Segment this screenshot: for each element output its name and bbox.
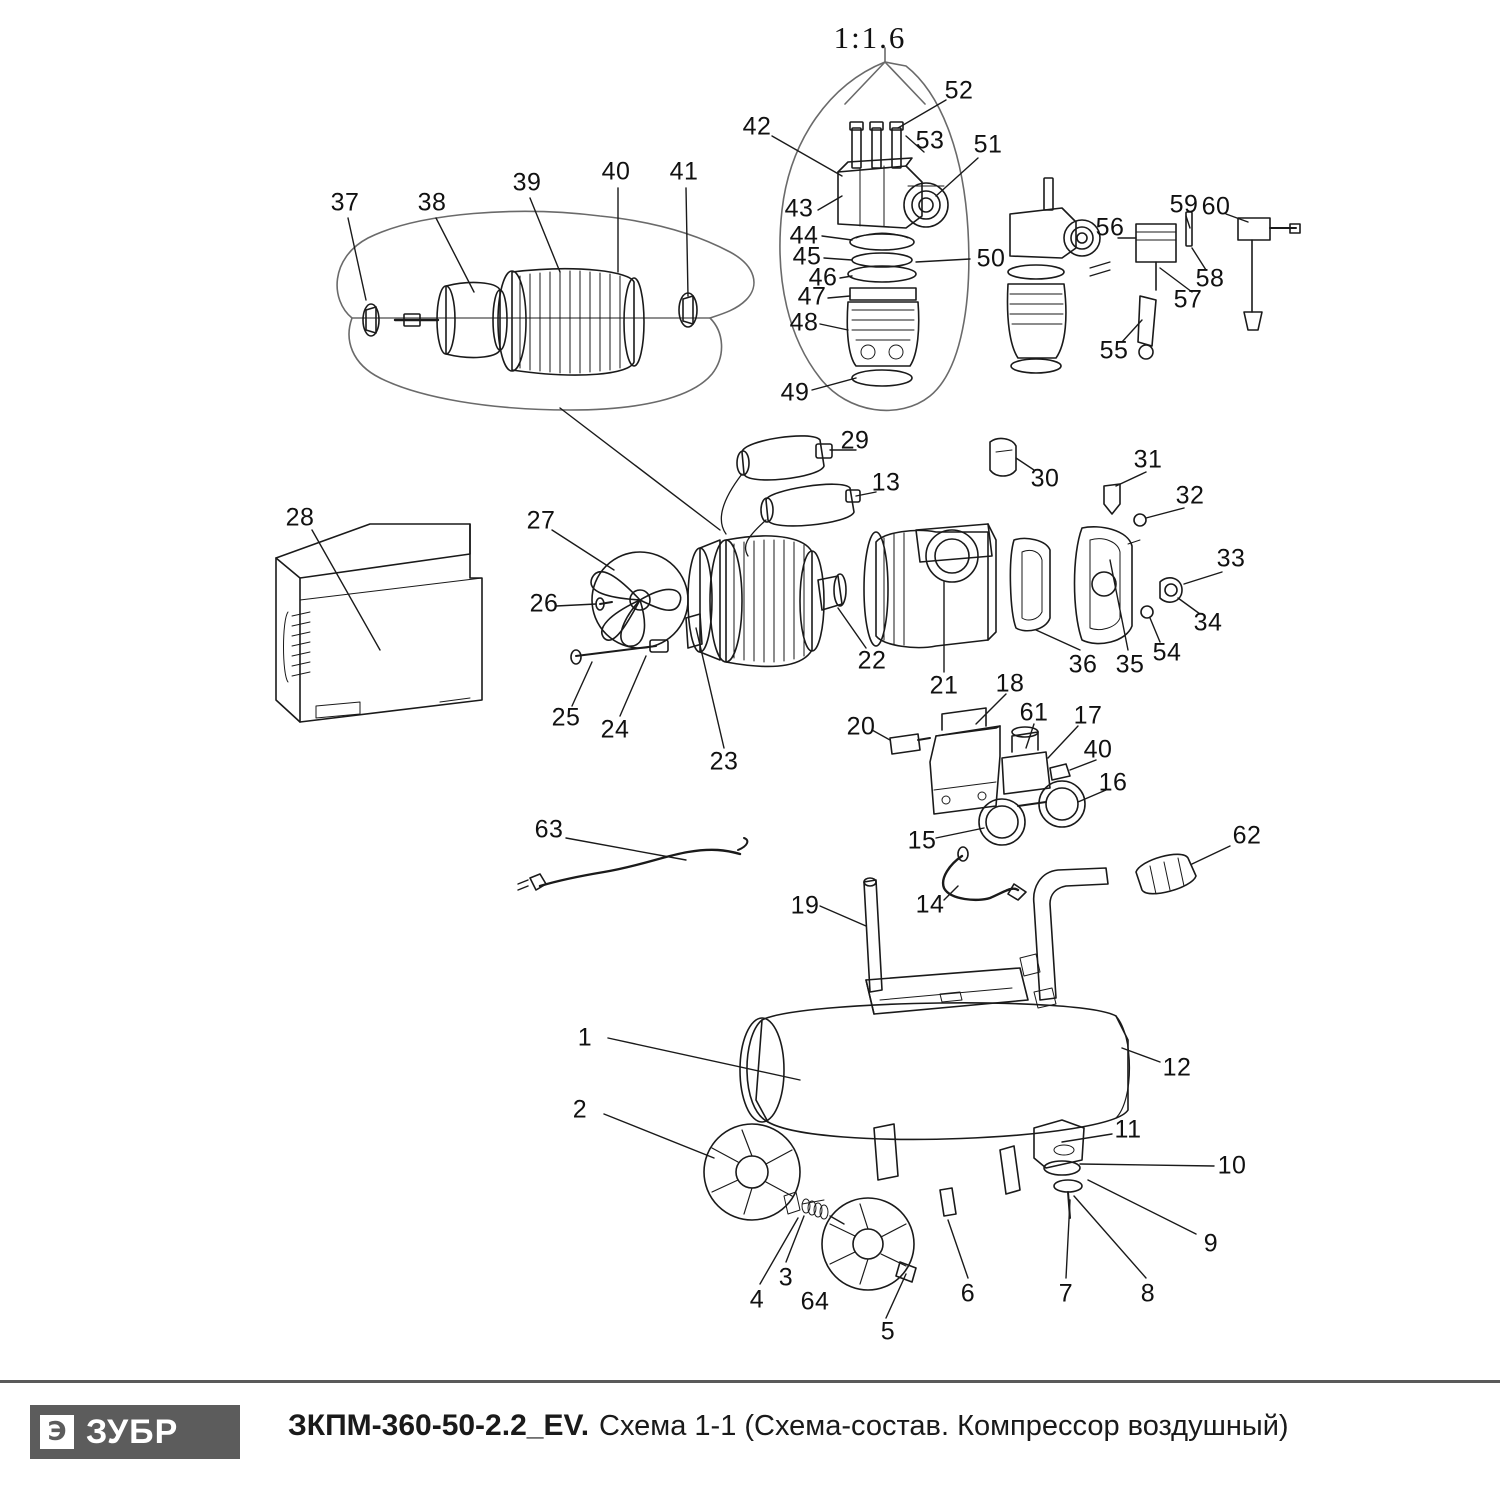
handle-grip-part [1136,854,1196,894]
callout-32: 32 [1175,481,1205,510]
callout-49: 49 [780,378,810,407]
callout-11: 11 [1114,1115,1142,1144]
callout-37: 37 [330,188,360,217]
callout-25: 25 [551,703,581,732]
callout-39: 39 [512,168,542,197]
callout-59: 59 [1169,190,1199,219]
callout-5: 5 [880,1317,896,1346]
tank-foot-parts [874,1120,1084,1218]
callout-40b: 40 [1083,735,1113,764]
callout-41: 41 [669,157,699,186]
callout-38: 38 [417,188,447,217]
housing-cover-part [276,524,482,722]
diagram-description: Схема 1-1 (Схема-состав. Компрессор воздушный) [599,1410,1289,1442]
scale-label: 1:1.6 [833,20,907,55]
callout-45: 45 [792,242,822,271]
callout-51: 51 [973,130,1003,159]
callout-3: 3 [778,1263,794,1292]
callout-17: 17 [1073,701,1103,730]
callout-29: 29 [840,426,870,455]
motor-assembly-outline [337,211,754,410]
footer-bar [0,1380,1500,1500]
cooling-fan-part [591,552,688,648]
callout-53: 53 [915,126,945,155]
callout-52: 52 [944,76,974,105]
callout-42: 42 [742,112,772,141]
callout-60: 60 [1201,192,1231,221]
callout-54: 54 [1152,638,1182,667]
callout-58: 58 [1195,264,1225,293]
callout-28: 28 [285,503,315,532]
diagram-caption [288,1409,1289,1443]
callout-19: 19 [790,891,820,920]
callout-31: 31 [1133,445,1163,474]
brand-name: ЗУБР [86,1412,179,1451]
callout-33: 33 [1216,544,1246,573]
callout-55: 55 [1099,336,1129,365]
callout-46: 46 [808,263,838,292]
callout-8: 8 [1140,1279,1156,1308]
callout-44: 44 [789,221,819,250]
callout-6: 6 [960,1279,976,1308]
callout-63: 63 [534,815,564,844]
callout-34: 34 [1193,608,1223,637]
callout-56: 56 [1095,213,1125,242]
callout-16: 16 [1098,768,1128,797]
callout-22: 22 [857,646,887,675]
callout-20: 20 [846,712,876,741]
callout-24: 24 [600,715,630,744]
callout-43: 43 [784,194,814,223]
callout-4: 4 [749,1285,765,1314]
callout-50: 50 [976,244,1006,273]
callout-30: 30 [1030,464,1060,493]
callout-2: 2 [572,1095,588,1124]
callout-27: 27 [526,506,556,535]
pump-head-assembled [1007,178,1110,373]
callout-62: 62 [1232,821,1262,850]
callout-21: 21 [929,671,959,700]
model-code: ЗКПМ-360-50-2.2_EV. [288,1409,590,1442]
callout-1: 1 [577,1023,593,1052]
callout-14: 14 [915,890,945,919]
callout-48: 48 [789,308,819,337]
power-cable-part [518,838,747,890]
callout-47: 47 [797,282,827,311]
valve-plate-stack [847,233,918,386]
crankcase-part [864,524,996,648]
callout-9: 9 [1203,1229,1219,1258]
pressure-switch-part [890,708,1085,845]
arrow-icon: Э [40,1415,74,1449]
callout-26: 26 [529,589,559,618]
callout-35: 35 [1115,650,1145,679]
gasket-part [1010,538,1050,630]
motor-body-part [688,536,846,667]
callout-13: 13 [871,468,901,497]
callout-23: 23 [709,747,739,776]
callout-18: 18 [995,669,1025,698]
callout-61: 61 [1019,698,1049,727]
callout-57: 57 [1173,285,1203,314]
callout-7: 7 [1058,1279,1074,1308]
callout-40: 40 [601,157,631,186]
callout-12: 12 [1162,1053,1192,1082]
callout-64: 64 [800,1287,830,1316]
callout-15: 15 [907,826,937,855]
discharge-tube-part [943,847,1026,900]
callout-10: 10 [1217,1151,1247,1180]
brand-logo [30,1405,240,1459]
rotor-stator-parts [363,269,697,375]
callout-36: 36 [1068,650,1098,679]
crankcase-cover-part [1075,527,1141,644]
